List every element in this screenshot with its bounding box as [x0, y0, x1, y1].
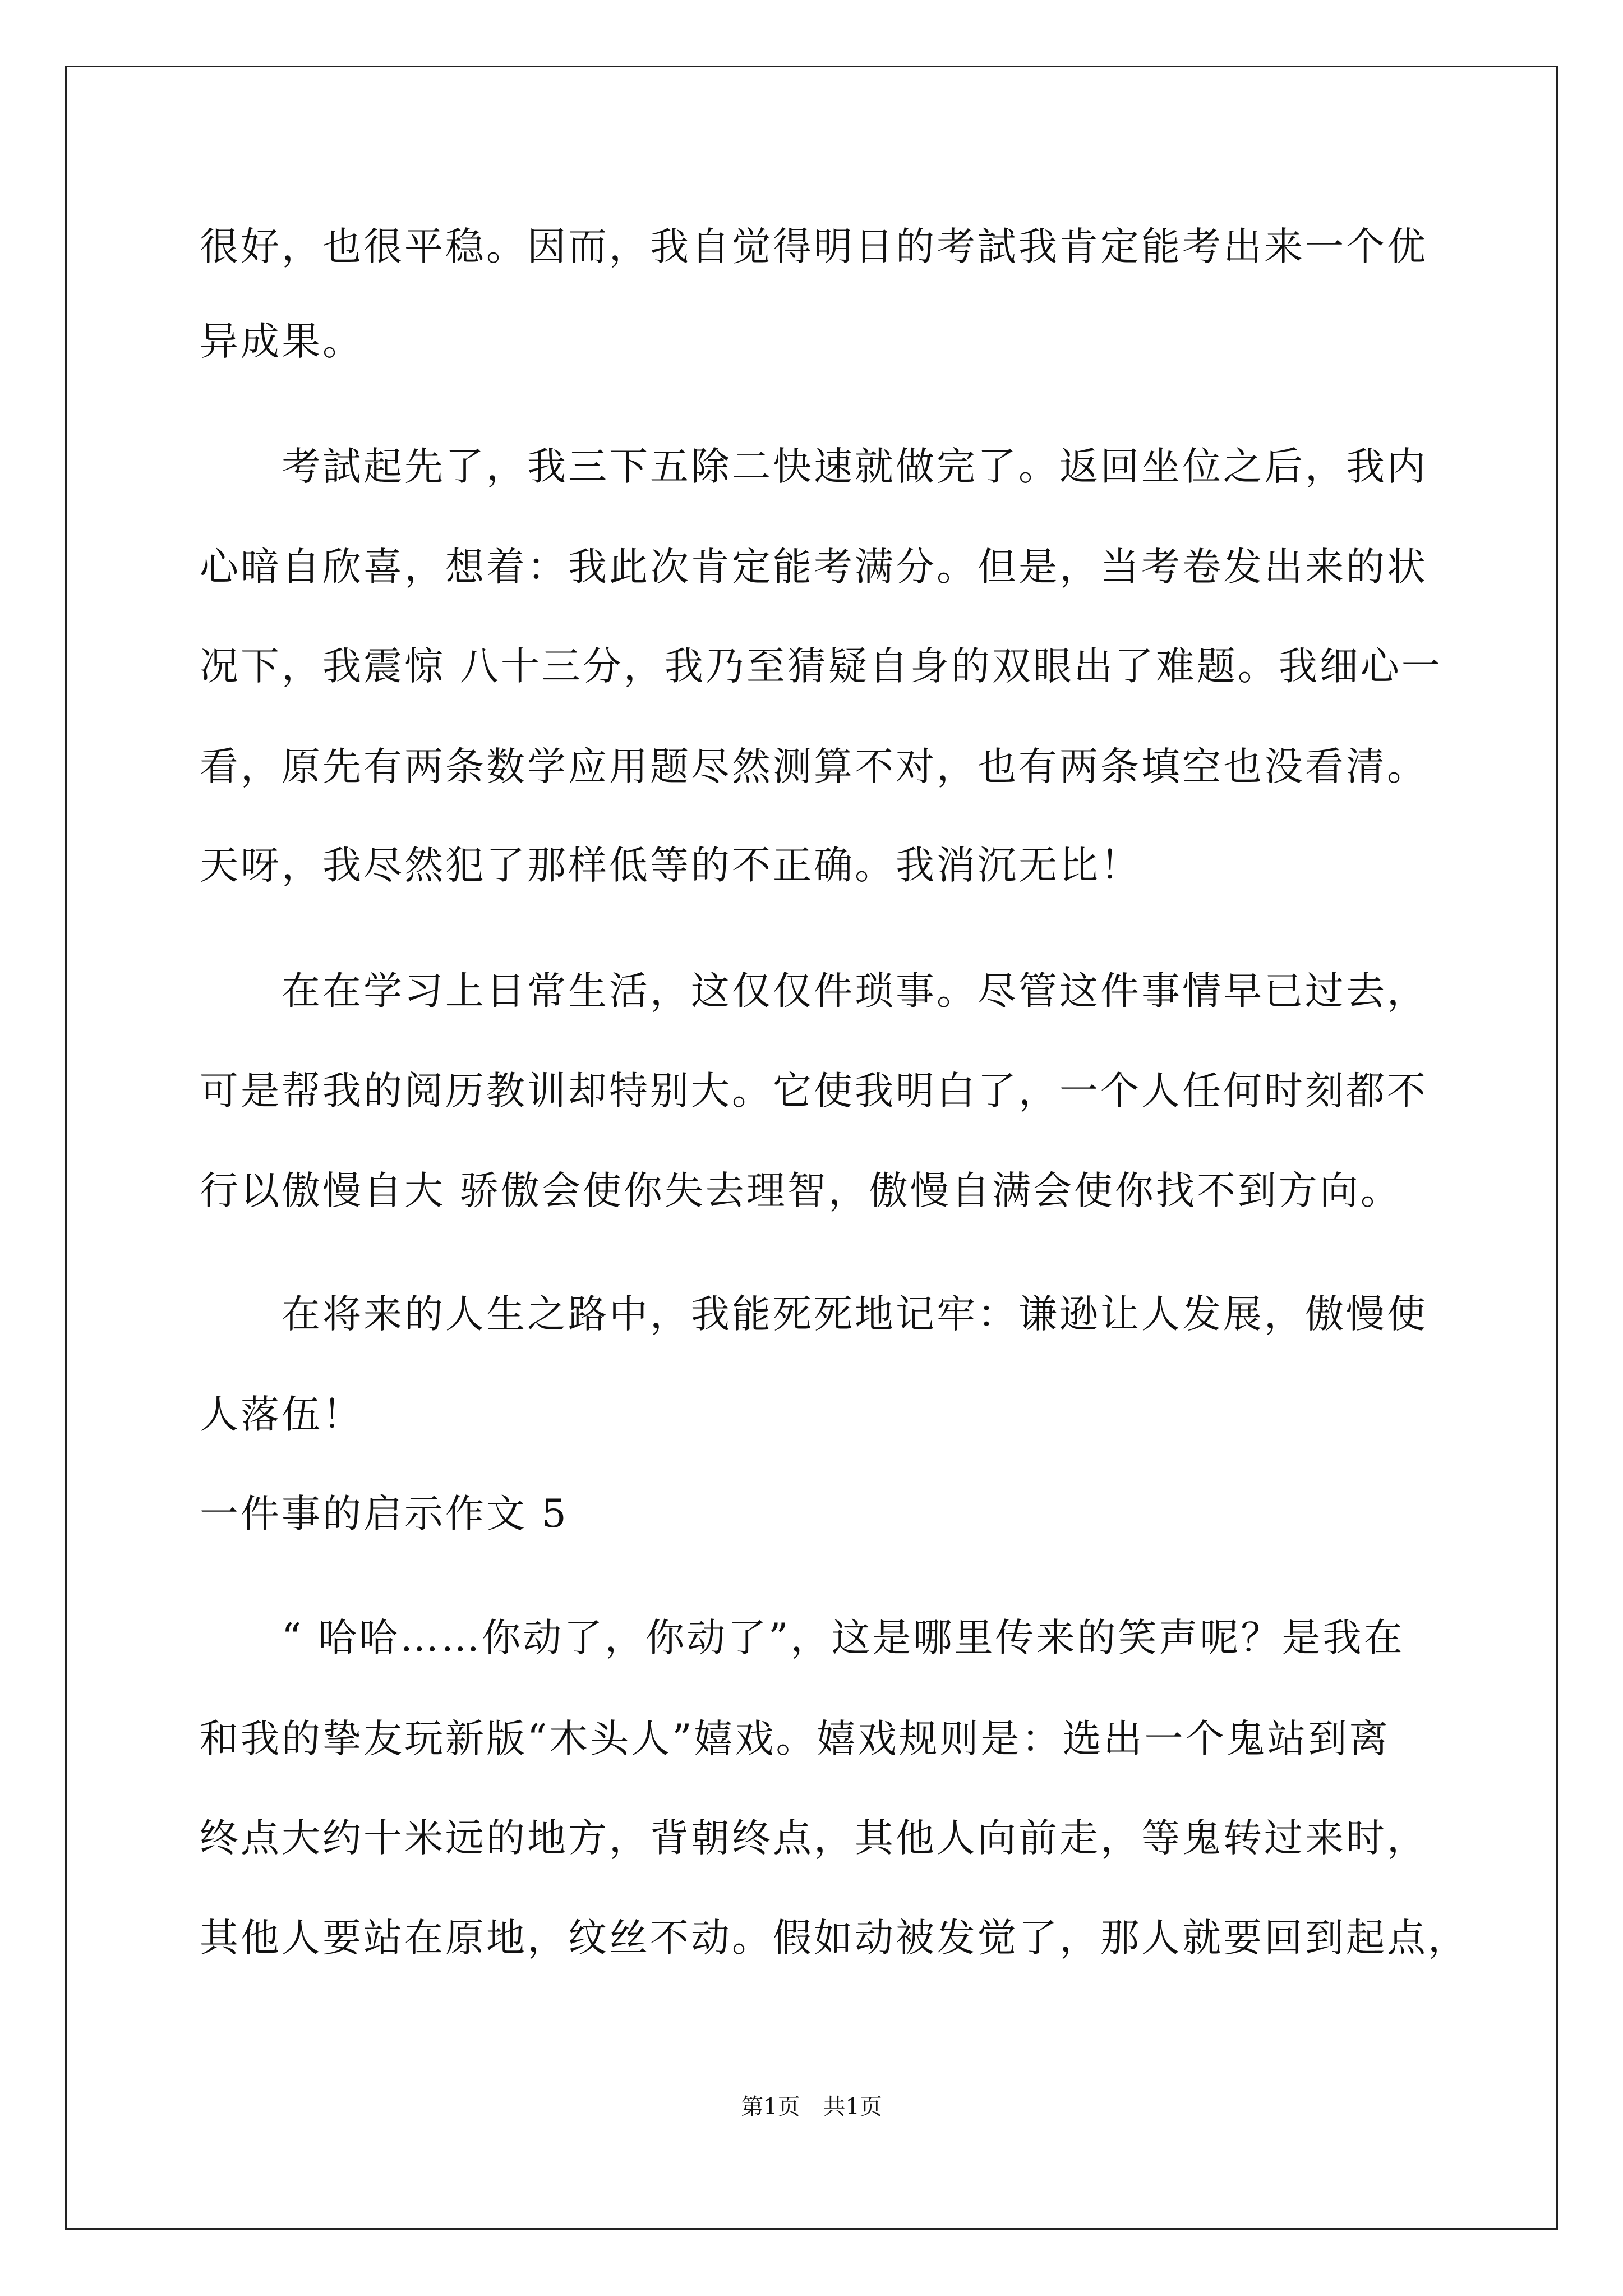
text-line: 和我的挚友玩新版“木头人”嬉戏。嬉戏规则是：选出一个鬼站到离: [200, 1717, 1390, 1761]
text-line: 很好，也很平稳。因而，我自觉得明日的考試我肯定能考出来一个优: [200, 224, 1428, 269]
text-line: “ 哈哈……你动了，你动了”，这是哪里传来的笑声呢？是我在: [282, 1616, 1405, 1660]
text-line: 行以傲慢自大 骄傲会使你失去理智，傲慢自满会使你找不到方向。: [200, 1168, 1401, 1213]
text-line: 其他人要站在原地，纹丝不动。假如动被发觉了，那人就要回到起点，: [200, 1916, 1469, 1961]
text-line: 考試起先了，我三下五除二快速就做完了。返回坐位之后，我内: [282, 444, 1428, 489]
text-line: 在将来的人生之路中，我能死死地记牢：谦逊让人发展，傲慢使: [282, 1292, 1428, 1337]
text-line: 在在学习上日常生活，这仅仅件琐事。尽管这件事情早已过去，: [282, 969, 1428, 1014]
text-line: 可是帮我的阅历教训却特别大。它使我明白了，一个人任何时刻都不: [200, 1069, 1428, 1114]
text-line: 人落伍！: [200, 1392, 363, 1437]
page-footer: [0, 2093, 1623, 2121]
text-line: 天呀，我尽然犯了那样低等的不正确。我消沉无比！: [200, 843, 1141, 888]
text-line: 心暗自欣喜，想着：我此次肯定能考满分。但是，当考卷发出来的状: [200, 545, 1428, 590]
text-line: 看，原先有两条数学应用题尽然测算不对，也有两条填空也没看清。: [200, 744, 1428, 789]
text-line: 况下，我震惊 八十三分，我乃至猜疑自身的双眼出了难题。我细心一: [200, 644, 1442, 689]
page-number: 第1页: [741, 2094, 800, 2120]
text-line: 终点大约十米远的地方，背朝终点，其他人向前走，等鬼转过来时，: [200, 1816, 1428, 1861]
page-total: 共1页: [823, 2094, 882, 2120]
text-line: 异成果。: [200, 319, 363, 364]
section-heading: 一件事的启示作文 5: [200, 1492, 569, 1536]
page-border: [65, 66, 1558, 2230]
